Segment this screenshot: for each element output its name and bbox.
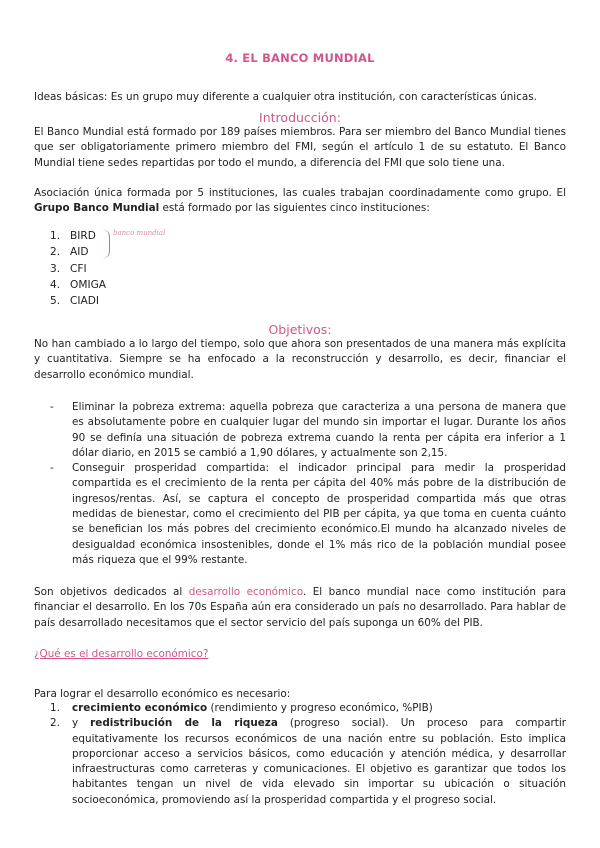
objetivos-paragraph: No han cambiado a lo largo del tiempo, solo que ahora son presentados de una manera más explícita y cuantitativa. Siempre se ha enfocado a la reconstrucción y desarrollo, es decir, financiar el desarrollo económico mundial. xyxy=(34,338,566,381)
asociacion-text-after: está formado por las siguientes cinco instituciones: xyxy=(159,202,430,215)
list-item: 2. y redistribución de la riqueza (progreso social). Un proceso para compartir equitativamente los recursos económicos de una nación entre su población. Esto implica proporcionar acceso a servicios básicos, como educación y atención médica, y desarrollar infraestructuras como carreteras y comunicaciones. El objetivo es garantizar que todos los habitantes tengan un nivel de vida elevado sin importar su ubicación o situación socioeconómica, promoviendo así la prosperidad compartida y el progreso social. xyxy=(50,717,567,806)
grupo-banco-mundial-bold: Grupo Banco Mundial xyxy=(34,202,160,215)
asociacion-paragraph xyxy=(34,186,566,217)
list-item: 4. OMIGA xyxy=(50,278,107,291)
desarrollo-paragraph xyxy=(34,585,566,631)
objetivos-heading: Objetivos: xyxy=(268,322,332,337)
objetivos-bullets xyxy=(50,400,566,568)
list-item: 2. AID xyxy=(50,246,89,259)
desarrollo-text-before: Son objetivos dedicados al xyxy=(34,586,189,598)
page-title: 4. EL BANCO MUNDIAL xyxy=(225,51,375,65)
ideas-paragraph: Ideas básicas: Es un grupo muy diferente a cualquier otra institución, con características únicas. xyxy=(34,91,537,104)
intro-heading: Introducción: xyxy=(259,110,341,125)
list-item: 3. CFI xyxy=(50,262,87,275)
list-item: - Eliminar la pobreza extrema: aquella pobreza que caracteriza a una persona de manera que es absolutamente pobre en cualquier lugar del mundo sin importar el lugar. Durante los años 90 se definía una situación de pobreza extrema cuando la renta per cápita era inferior a 1 dólar diario, en 2015 se cambió a 1,90 dólares, y actualmente son 2,15. xyxy=(50,401,566,459)
desarrollo-text-after: . El banco mundial nace como institución para financiar el desarrollo. En los 70s España aún era considerado un país no desarrollado. Para hablar de país desarrollado necesitamos que el sector servicio del país suponga un 60% del PIB. xyxy=(34,586,567,629)
para-lograr-paragraph: Para lograr el desarrollo económico es necesario: xyxy=(34,688,291,701)
desarrollo-highlight: desarrollo económico xyxy=(188,586,303,598)
list-item: 1. crecimiento económico (rendimiento y progreso económico, %PIB) xyxy=(50,702,433,714)
institutions-list xyxy=(50,229,106,310)
list-item: 1. BIRD xyxy=(50,230,96,242)
list-item: 5. CIADI xyxy=(50,295,100,308)
handwritten-brace xyxy=(99,229,110,259)
handwritten-note: banco mundial xyxy=(113,229,166,237)
asociacion-text-before: Asociación única formada por 5 instituciones, las cuales trabajan coordinadamente como grupo. El xyxy=(34,187,566,199)
requisitos-list xyxy=(50,701,566,808)
list-item: - Conseguir prosperidad compartida: el indicador principal para medir la prosperidad compartida es el crecimiento de la renta per cápita del 40% más pobre de la distribución de ingresos/rentas. Así, se captura el concepto de prosperidad compartida más que otras medidas de bienestar, como el crecimiento del PIB per cápita, ya que toma en cuenta cuánto se benefician los más pobres del crecimiento económico.El mundo ha alcanzado niveles de desigualdad económica insostenibles, donde el 1% más rico de la población mundial posee más riqueza que el 99% restante. xyxy=(50,462,566,566)
question-link[interactable]: ¿Qué es el desarrollo económico? xyxy=(34,648,209,660)
intro-paragraph: El Banco Mundial está formado por 189 países miembros. Para ser miembro del Banco Mundial tienes que ser obligatoriamente primero miembro del FMI, según el artículo 1 de su estatuto. El Banco Mundial tiene sedes repartidas por todo el mundo, a diferencia del FMI que solo tiene una. xyxy=(34,126,566,169)
